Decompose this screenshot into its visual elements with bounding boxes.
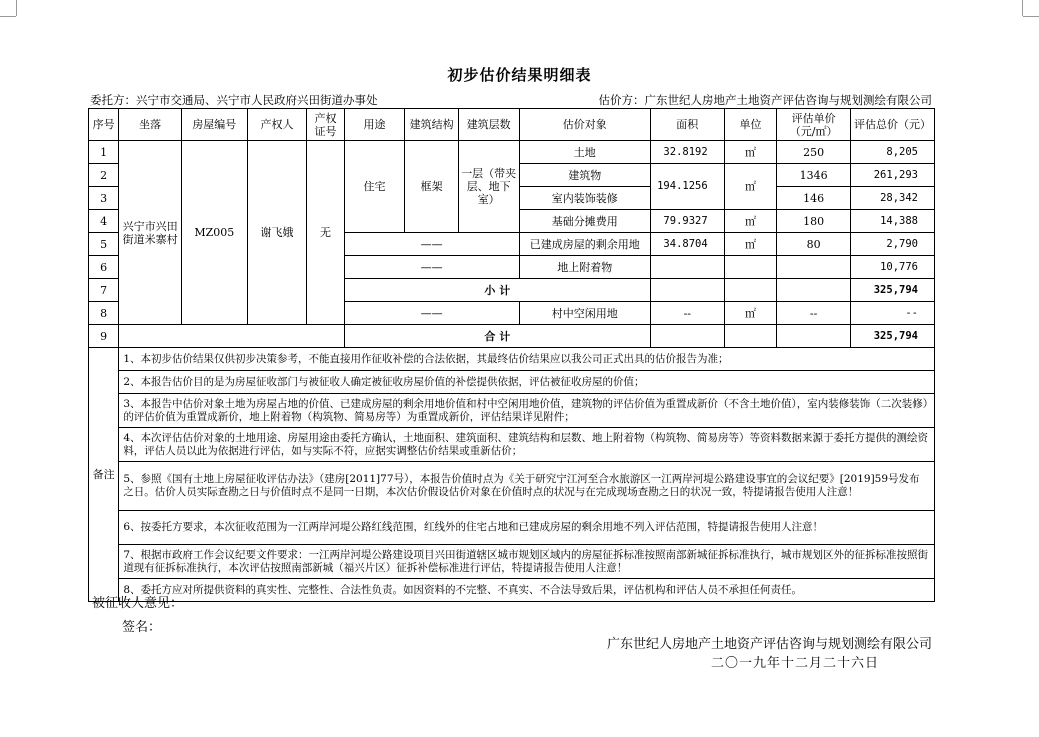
remark-item: 8、委托方应对所提供资料的真实性、完整性、合法性负责。如因资料的不完整、不真实、不合法导致后果，评估机构和评估人员不承担任何责任。: [119, 579, 935, 602]
seq-cell: 2: [89, 164, 119, 187]
remark-row: [89, 511, 935, 545]
seq-cell: 8: [89, 302, 119, 325]
corner-mark-top-left: [16, 0, 17, 16]
unit-cell: [724, 279, 777, 302]
total-cell: 14,388: [851, 210, 935, 233]
header-location: 坐落: [119, 109, 182, 141]
subtotal-value: 325,794: [851, 279, 935, 302]
total-cell: --: [851, 302, 935, 325]
remark-row: [89, 371, 935, 394]
object-cell: 地上附着物: [519, 256, 650, 279]
header-total-price: 评估总价（元）: [851, 109, 935, 141]
seq-cell: 6: [89, 256, 119, 279]
total-cell: 28,342: [851, 187, 935, 210]
area-cell: [650, 325, 724, 348]
object-cell: 村中空闲用地: [519, 302, 650, 325]
valuation-table: [88, 108, 935, 602]
remark-row: [89, 462, 935, 511]
unit-cell: ㎡: [724, 210, 777, 233]
seq-cell: 5: [89, 233, 119, 256]
header-unit-price: 评估单价（元/㎡）: [777, 109, 851, 141]
seq-cell: 3: [89, 187, 119, 210]
subtotal-label: 小 计: [344, 279, 650, 302]
corner-mark-top-right: [1022, 0, 1023, 16]
unit-price-cell: 1346: [777, 164, 851, 187]
seq-cell: 1: [89, 141, 119, 164]
remark-item: 1、本初步估价结果仅供初步决策参考，不能直接用作征收补偿的合法依据，其最终估价结果应以我公司正式出具的估价报告为准；: [119, 348, 935, 371]
floors-cell: 一层（带夹层、地下室）: [458, 141, 519, 233]
structure-cell: 框架: [405, 141, 459, 233]
corner-mark-top-right: [1023, 16, 1039, 17]
object-cell: 基础分摊费用: [519, 210, 650, 233]
unit-price-cell: 146: [777, 187, 851, 210]
object-cell: 已建成房屋的剩余用地: [519, 233, 650, 256]
header-unit: 单位: [724, 109, 777, 141]
remarks-label: 备注: [89, 348, 119, 602]
remark-item: 4、本次评估估价对象的土地用途、房屋用途由委托方确认，土地面积、建筑面积、建筑结构和层数、地上附着物（构筑物、简易房等）等资料数据来源于委托方提供的测绘资料，评估人员以此为依据进行评估，如与实际不符，应据实调整估价结果或重新估价；: [119, 428, 935, 462]
area-cell: [650, 256, 724, 279]
remark-item: 5、参照《国有土地上房屋征收评估办法》（建房[2011]77号），本报告价值时点为《关于研究宁江河至合水旅游区一江两岸河堤公路建设事宜的会议纪要》[2019]59号发布之日。估价人员实际查勘之日与价值时点不是同一日期，本次估价假设估价对象在价值时点的状况与在完成现场查勘之日的状况一致，特提请报告使用人注意！: [119, 462, 935, 511]
unit-cell: ㎡: [724, 164, 777, 210]
unit-price-cell: [777, 279, 851, 302]
company-name: 广东世纪人房地产土地资产评估咨询与规划测绘有限公司: [606, 637, 932, 652]
header-seq: 序号: [89, 109, 119, 141]
unit-price-cell: 80: [777, 233, 851, 256]
header-use: 用途: [344, 109, 405, 141]
appraiser-line: 估价方：广东世纪人房地产土地资产评估咨询与规划测绘有限公司: [598, 93, 932, 107]
unit-price-cell: [777, 256, 851, 279]
object-cell: 室内装饰装修: [519, 187, 650, 210]
header-floors: 建筑层数: [458, 109, 519, 141]
total-cell: 2,790: [851, 233, 935, 256]
header-object: 估价对象: [519, 109, 650, 141]
seq-cell: 9: [89, 325, 119, 348]
header-owner: 产权人: [247, 109, 307, 141]
signature-label: 签名：: [122, 620, 162, 635]
table-row: [89, 141, 935, 164]
corner-mark-top-left: [0, 16, 16, 17]
area-cell: --: [650, 302, 724, 325]
cert-no-cell: 无: [307, 141, 344, 325]
document-date: 二〇一九年十二月二十六日: [710, 656, 879, 671]
remark-item: 2、本报告估价目的是为房屋征收部门与被征收人确定被征收房屋价值的补偿提供依据，评估被征收房屋的价值；: [119, 371, 935, 394]
unit-price-cell: 180: [777, 210, 851, 233]
unit-cell: ㎡: [724, 141, 777, 164]
total-row: [89, 325, 935, 348]
unit-cell: [724, 325, 777, 348]
unit-price-cell: --: [777, 302, 851, 325]
house-no-cell: MZ005: [181, 141, 247, 325]
remark-row: [89, 545, 935, 579]
document-title: 初步估价结果明细表: [447, 66, 592, 84]
client-line: 委托方：兴宁市交通局、兴宁市人民政府兴田街道办事处: [90, 93, 378, 107]
dash-cell: ——: [344, 256, 519, 279]
dash-cell: ——: [344, 233, 519, 256]
total-cell: 8,205: [851, 141, 935, 164]
area-cell: [650, 279, 724, 302]
seq-cell: 4: [89, 210, 119, 233]
area-cell: 34.8704: [650, 233, 724, 256]
remark-row: [89, 394, 935, 428]
remark-item: 3、本报告中估价对象土地为房屋占地的价值、已建成房屋的剩余用地价值和村中空闲用地价值，建筑物的评估价值为重置成新价（不含土地价值），室内装修装饰（二次装修）的评估价值为重置成新价，地上附着物（构筑物、简易房等）为重置成新价，评估结果详见附件；: [119, 394, 935, 428]
header-structure: 建筑结构: [405, 109, 459, 141]
opinion-label: 被征收人意见：: [92, 596, 184, 611]
unit-price-cell: [777, 325, 851, 348]
unit-cell: [724, 256, 777, 279]
use-cell: 住宅: [344, 141, 405, 233]
unit-price-cell: 250: [777, 141, 851, 164]
total-label: 合 计: [344, 325, 650, 348]
seq-cell: 7: [89, 279, 119, 302]
header-area: 面积: [650, 109, 724, 141]
area-cell: 194.1256: [650, 164, 724, 210]
remark-row: [89, 428, 935, 462]
header-house-no: 房屋编号: [181, 109, 247, 141]
object-cell: 建筑物: [519, 164, 650, 187]
object-cell: 土地: [519, 141, 650, 164]
blank-cell: [119, 325, 344, 348]
dash-cell: ——: [344, 302, 519, 325]
location-cell: 兴宁市兴田街道米寨村: [119, 141, 182, 325]
total-value: 325,794: [851, 325, 935, 348]
area-cell: 79.9327: [650, 210, 724, 233]
owner-cell: 谢飞娥: [247, 141, 307, 325]
unit-cell: ㎡: [724, 233, 777, 256]
remark-item: 6、按委托方要求，本次征收范围为一江两岸河堤公路红线范围，红线外的住宅占地和已建成房屋的剩余用地不列入评估范围，特提请报告使用人注意！: [119, 511, 935, 545]
total-cell: 261,293: [851, 164, 935, 187]
total-cell: 10,776: [851, 256, 935, 279]
header-cert-no: 产权证号: [307, 109, 344, 141]
remark-row: [89, 348, 935, 371]
table-header-row: [89, 109, 935, 141]
remark-row: [89, 579, 935, 602]
remark-item: 7、根据市政府工作会议纪要文件要求：一江两岸河堤公路建设项目兴田街道辖区城市规划区域内的房屋征拆标准按照南部新城征拆标准执行，城市规划区外的征拆标准按照街道现有征拆标准执行，本次评估按照南部新城（福兴片区）征拆补偿标准进行评估，特提请报告使用人注意！: [119, 545, 935, 579]
unit-cell: ㎡: [724, 302, 777, 325]
area-cell: 32.8192: [650, 141, 724, 164]
